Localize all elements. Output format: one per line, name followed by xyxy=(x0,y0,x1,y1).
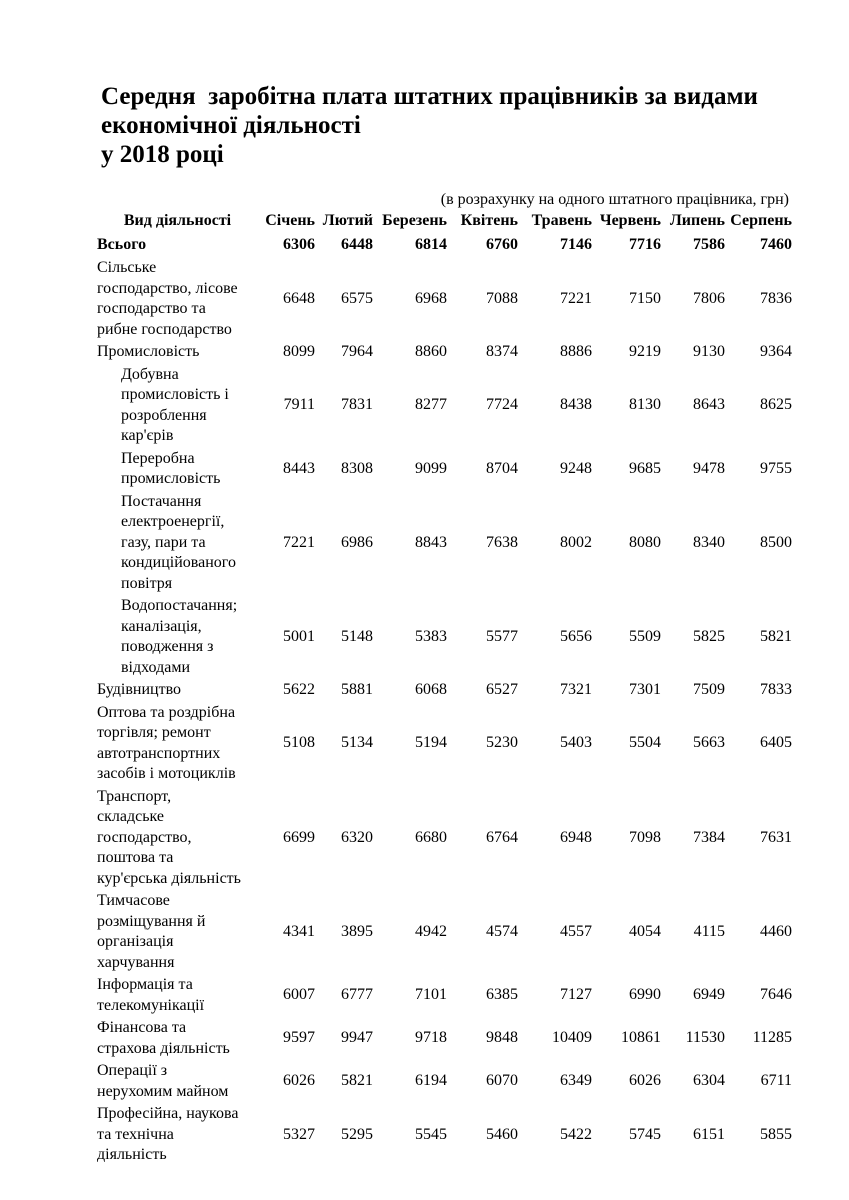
cell-value: 5509 xyxy=(629,627,661,645)
cell-value: 5108 xyxy=(283,734,315,752)
table-row xyxy=(97,786,792,891)
cell-value: 9099 xyxy=(415,459,447,477)
cell-value: 8099 xyxy=(283,343,315,360)
row-label xyxy=(97,491,258,596)
row-label xyxy=(97,341,258,364)
cell-value: 4942 xyxy=(415,922,447,940)
cell-value: 5403 xyxy=(560,734,592,752)
row-label-line: організація xyxy=(97,933,174,950)
table-row xyxy=(97,448,792,491)
cell-value: 5821 xyxy=(760,627,792,645)
table-row xyxy=(97,974,792,1017)
row-label-line: відходами xyxy=(121,658,190,676)
column-header-month: Січень xyxy=(265,212,315,229)
cell-value: 9219 xyxy=(629,343,661,360)
row-label-line: Добувна xyxy=(121,365,179,383)
cell-value: 8130 xyxy=(629,396,661,414)
row-label xyxy=(97,1017,258,1060)
total-value: 6448 xyxy=(341,236,373,253)
cell-value: 5577 xyxy=(486,627,518,645)
row-label-line: Транспорт, xyxy=(97,787,172,805)
cell-value: 11285 xyxy=(752,1029,792,1047)
cell-value: 5295 xyxy=(341,1125,373,1143)
cell-value: 6385 xyxy=(486,986,518,1004)
row-label-line: засобів і мотоциклів xyxy=(97,765,236,782)
cell-value: 7127 xyxy=(560,986,592,1004)
row-label-line: Операції з xyxy=(97,1062,168,1079)
cell-value: 5622 xyxy=(283,681,315,698)
column-header-month: Квітень xyxy=(460,212,518,229)
cell-value: 8374 xyxy=(486,343,518,360)
cell-value: 6648 xyxy=(283,289,315,307)
cell-value: 9848 xyxy=(486,1029,518,1047)
cell-value: 7301 xyxy=(629,681,661,698)
table-row xyxy=(97,679,792,702)
cell-value: 7638 xyxy=(486,533,518,551)
row-label-line: Тимчасове xyxy=(97,892,170,909)
cell-value: 8308 xyxy=(341,459,373,477)
table-row xyxy=(97,1060,792,1103)
cell-value: 7509 xyxy=(693,681,725,698)
row-label-line: Промисловість xyxy=(97,343,200,360)
row-label xyxy=(97,679,258,702)
cell-value: 9755 xyxy=(760,459,792,477)
cell-value: 6194 xyxy=(415,1072,447,1090)
table-header-row xyxy=(97,208,792,233)
cell-value: 5821 xyxy=(341,1072,373,1090)
cell-value: 6026 xyxy=(283,1072,315,1090)
cell-value: 8443 xyxy=(283,459,315,477)
cell-value: 9947 xyxy=(341,1029,373,1047)
row-label-line: автотранспортних xyxy=(97,744,221,762)
cell-value: 4574 xyxy=(486,922,518,940)
cell-value: 6764 xyxy=(486,828,518,846)
row-label-line: торгівля; ремонт xyxy=(97,724,211,741)
row-label xyxy=(97,595,258,679)
row-label-line: розміщування й xyxy=(97,912,206,930)
cell-value: 5148 xyxy=(341,627,373,645)
cell-value: 6304 xyxy=(693,1072,725,1090)
row-label-line: промисловість xyxy=(121,470,221,487)
cell-value: 4460 xyxy=(760,922,792,940)
row-label-line: газу, пари та xyxy=(121,533,206,551)
column-header-month: Травень xyxy=(531,212,592,229)
row-label-line: господарство та xyxy=(97,300,206,317)
cell-value: 7150 xyxy=(629,289,661,307)
title-line-3: у 2018 році xyxy=(101,141,224,168)
cell-value: 6527 xyxy=(486,681,518,698)
cell-value: 7964 xyxy=(341,343,373,360)
table-row xyxy=(97,1103,792,1167)
row-label-line: та технічна xyxy=(97,1125,174,1143)
cell-value: 6968 xyxy=(415,289,447,307)
cell-value: 9478 xyxy=(693,459,725,477)
total-row xyxy=(97,233,792,257)
cell-value: 7221 xyxy=(283,533,315,551)
table-row xyxy=(97,341,792,364)
cell-value: 5460 xyxy=(486,1125,518,1143)
cell-value: 8704 xyxy=(486,459,518,477)
cell-value: 6711 xyxy=(760,1072,792,1090)
row-label-line: господарство, лісове xyxy=(97,279,238,297)
table-row xyxy=(97,364,792,448)
cell-value: 8002 xyxy=(560,533,592,551)
cell-value: 7101 xyxy=(415,986,447,1004)
cell-value: 6026 xyxy=(629,1072,661,1090)
cell-value: 5663 xyxy=(693,734,725,752)
table-row xyxy=(97,890,792,974)
row-label-line: Оптова та роздрібна xyxy=(97,703,236,721)
row-label-line: господарство, xyxy=(97,828,192,846)
column-header-month: Серпень xyxy=(730,212,792,229)
cell-value: 6349 xyxy=(560,1072,592,1090)
row-label-line: страхова діяльність xyxy=(97,1039,230,1057)
cell-value: 8886 xyxy=(560,343,592,360)
cell-value: 7911 xyxy=(283,396,315,414)
cell-value: 4341 xyxy=(283,922,315,940)
total-value: 6760 xyxy=(486,236,518,253)
row-label-line: розроблення xyxy=(121,406,207,424)
cell-value: 7833 xyxy=(760,681,792,698)
column-header-month: Червень xyxy=(599,212,661,229)
row-label-line: кар'єрів xyxy=(121,427,174,444)
cell-value: 6007 xyxy=(283,986,315,1004)
cell-value: 8625 xyxy=(760,396,792,414)
row-label-line: електроенергії, xyxy=(121,513,225,530)
cell-value: 9597 xyxy=(283,1029,315,1047)
cell-value: 8500 xyxy=(760,533,792,551)
row-label-line: діяльність xyxy=(97,1146,167,1163)
cell-value: 5422 xyxy=(560,1125,592,1143)
cell-value: 7724 xyxy=(486,396,518,414)
cell-value: 3895 xyxy=(341,922,373,940)
cell-value: 6070 xyxy=(486,1072,518,1090)
row-label-line: Сільське xyxy=(97,259,157,276)
row-label-line: поштова та xyxy=(97,849,174,866)
row-label-line: промисловість і xyxy=(121,386,229,403)
cell-value: 6699 xyxy=(283,828,315,846)
cell-value: 7836 xyxy=(760,289,792,307)
cell-value: 7831 xyxy=(341,396,373,414)
row-label-line: Постачання xyxy=(121,492,202,510)
cell-value: 4115 xyxy=(693,922,725,940)
column-header-month: Лютий xyxy=(322,212,373,229)
table-row xyxy=(97,702,792,786)
cell-value: 8843 xyxy=(415,533,447,551)
row-label-line: рибне господарство xyxy=(97,320,232,338)
title-line-2: економічної діяльності xyxy=(101,112,361,139)
cell-value: 9130 xyxy=(693,343,725,360)
cell-value: 4054 xyxy=(629,922,661,940)
row-label-line: повітря xyxy=(121,574,173,592)
wages-table xyxy=(97,208,792,1167)
row-label-line: складське xyxy=(97,808,164,825)
row-label-line: нерухомим майном xyxy=(97,1082,229,1100)
cell-value: 4557 xyxy=(560,922,592,940)
row-label xyxy=(97,786,258,891)
row-label-line: Будівництво xyxy=(97,681,182,698)
cell-value: 8277 xyxy=(415,396,447,414)
row-label xyxy=(97,448,258,491)
cell-value: 9364 xyxy=(760,343,792,360)
table-row xyxy=(97,1017,792,1060)
cell-value: 6986 xyxy=(341,533,373,551)
total-value: 7460 xyxy=(760,236,792,253)
cell-value: 6575 xyxy=(341,289,373,307)
column-header-month: Липень xyxy=(669,212,725,229)
cell-value: 7321 xyxy=(560,681,592,698)
cell-value: 9685 xyxy=(629,459,661,477)
cell-value: 6405 xyxy=(760,734,792,752)
cell-value: 7806 xyxy=(693,289,725,307)
row-label-line: Професійна, наукова xyxy=(97,1105,239,1122)
cell-value: 6949 xyxy=(693,986,725,1004)
cell-value: 9248 xyxy=(560,459,592,477)
cell-value: 6948 xyxy=(560,828,592,846)
cell-value: 5545 xyxy=(415,1125,447,1143)
total-value: 7716 xyxy=(629,236,661,253)
row-label xyxy=(97,364,258,448)
cell-value: 7088 xyxy=(486,289,518,307)
cell-value: 7631 xyxy=(760,828,792,846)
cell-value: 9718 xyxy=(415,1029,447,1047)
total-label: Всього xyxy=(97,236,147,253)
row-label xyxy=(97,257,258,341)
cell-value: 5855 xyxy=(760,1125,792,1143)
row-label-line: поводження з xyxy=(121,638,214,655)
cell-value: 8643 xyxy=(693,396,725,414)
row-label xyxy=(97,974,258,1017)
cell-value: 5745 xyxy=(629,1125,661,1143)
total-value: 6814 xyxy=(415,236,447,253)
table-row xyxy=(97,491,792,596)
row-label-line: Фінансова та xyxy=(97,1019,187,1036)
cell-value: 10409 xyxy=(552,1029,592,1047)
row-label xyxy=(97,1060,258,1103)
column-header-month: Березень xyxy=(382,212,447,229)
page-title xyxy=(101,82,801,169)
cell-value: 8080 xyxy=(629,533,661,551)
cell-value: 7646 xyxy=(760,986,792,1004)
cell-value: 6990 xyxy=(629,986,661,1004)
row-label-line: харчування xyxy=(97,953,175,971)
cell-value: 6068 xyxy=(415,681,447,698)
row-label-line: Переробна xyxy=(121,449,195,467)
cell-value: 5134 xyxy=(341,734,373,752)
total-value: 6306 xyxy=(283,236,315,253)
cell-value: 5383 xyxy=(415,627,447,645)
cell-value: 8340 xyxy=(693,533,725,551)
cell-value: 5194 xyxy=(415,734,447,752)
total-value: 7586 xyxy=(693,236,725,253)
cell-value: 7098 xyxy=(629,828,661,846)
row-label xyxy=(97,890,258,974)
row-label-line: кондиційованого xyxy=(121,554,236,571)
row-label-line: телекомунікації xyxy=(97,996,205,1014)
cell-value: 6320 xyxy=(341,828,373,846)
cell-value: 5825 xyxy=(693,627,725,645)
row-label-line: Інформація та xyxy=(97,976,193,993)
cell-value: 6777 xyxy=(341,986,373,1004)
cell-value: 5504 xyxy=(629,734,661,752)
cell-value: 5001 xyxy=(283,627,315,645)
cell-value: 5881 xyxy=(341,681,373,698)
row-label xyxy=(97,702,258,786)
row-label-line: Водопостачання; xyxy=(121,597,238,614)
cell-value: 5230 xyxy=(486,734,518,752)
cell-value: 5656 xyxy=(560,627,592,645)
cell-value: 8860 xyxy=(415,343,447,360)
table-row xyxy=(97,595,792,679)
row-label-line: кур'єрська діяльність xyxy=(97,869,241,887)
cell-value: 8438 xyxy=(560,396,592,414)
units-note: (в розрахунку на одного штатного працівника, грн) xyxy=(440,191,789,208)
cell-value: 6151 xyxy=(693,1125,725,1143)
total-value: 7146 xyxy=(560,236,592,253)
cell-value: 11530 xyxy=(685,1029,725,1047)
table-body xyxy=(97,257,792,1167)
cell-value: 6680 xyxy=(415,828,447,846)
title-line-1: Середня заробітна плата штатних працівників за видами xyxy=(101,83,758,110)
table-row xyxy=(97,257,792,341)
cell-value: 10861 xyxy=(621,1029,661,1047)
row-label xyxy=(97,1103,258,1167)
column-header-activity: Вид діяльності xyxy=(123,212,232,229)
cell-value: 5327 xyxy=(283,1125,315,1143)
cell-value: 7384 xyxy=(693,828,725,846)
row-label-line: каналізація, xyxy=(121,617,202,635)
cell-value: 7221 xyxy=(560,289,592,307)
